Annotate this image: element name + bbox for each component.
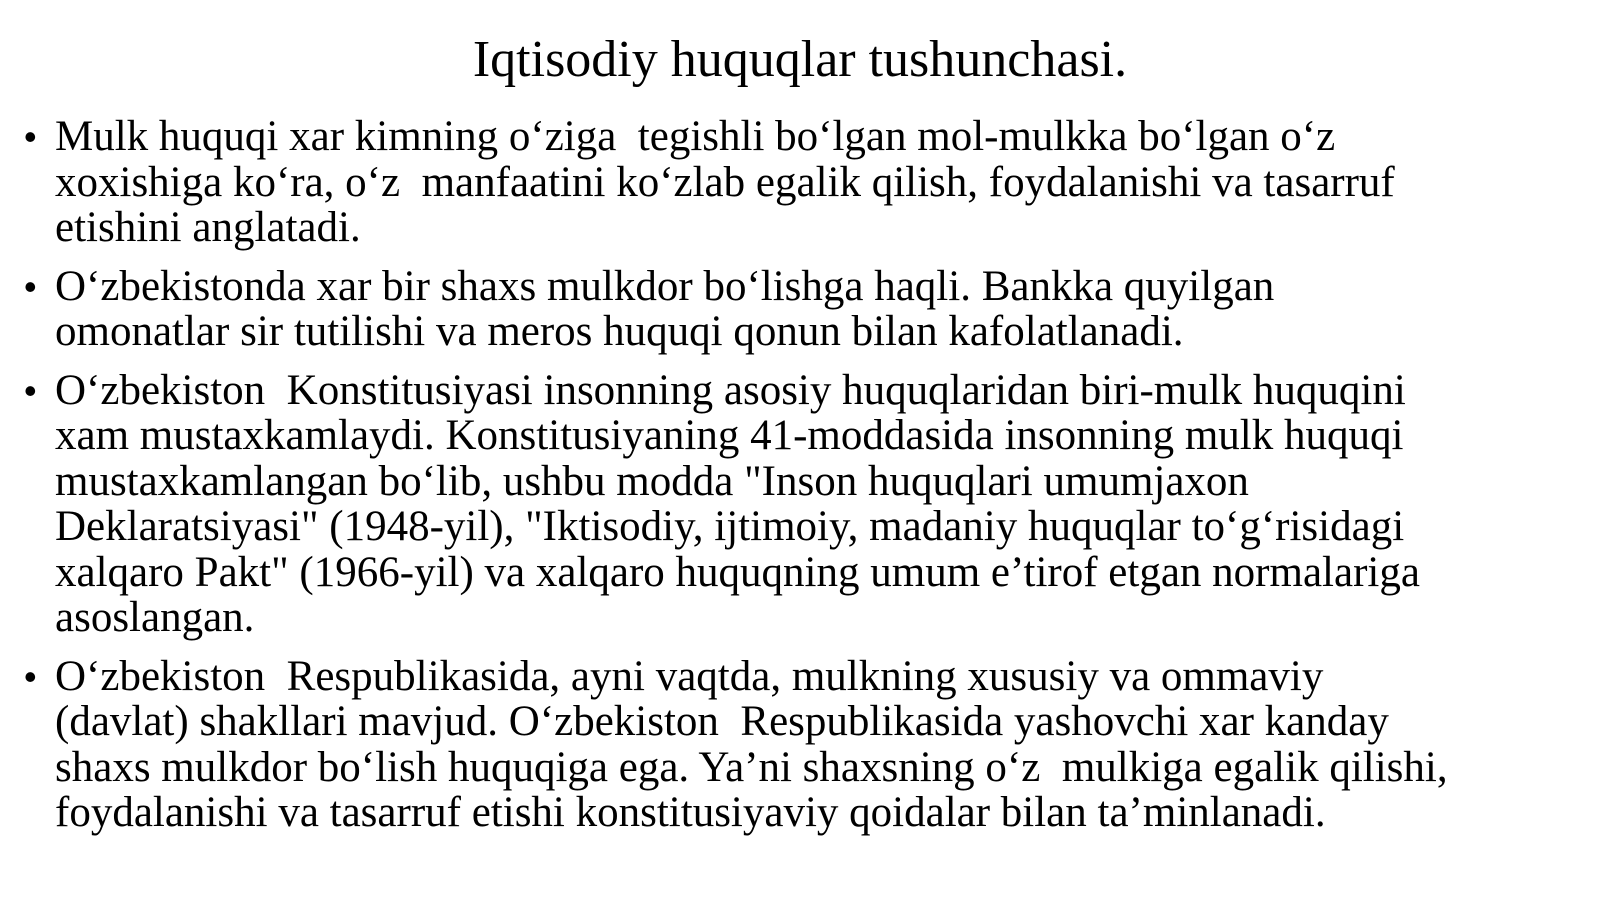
bullet-text — [55, 368, 1420, 641]
bullet-icon: • — [24, 655, 37, 697]
bullet-line: etishini anglatadi. — [55, 204, 361, 251]
bullet-line: (davlat) shakllari mavjud. O‘zbekiston Respublikasida yashovchi xar kanday — [55, 698, 1389, 745]
bullet-line: xalqaro Pakt" (1966-yil) va xalqaro huquqning umum e’tirof etgan normalariga — [55, 548, 1420, 596]
bullet-text — [55, 654, 1448, 836]
bullet-line: foydalanishi va tasarruf etishi konstitusiyaviy qoidalar bilan ta’minlanadi. — [55, 789, 1326, 836]
bullet-icon: • — [24, 265, 37, 307]
bullet-line: Mulk huquqi xar kimning o‘ziga tegishli bo‘lgan mol-mulkka bo‘lgan o‘z — [55, 113, 1336, 160]
bullet-line: O‘zbekistonda xar bir shaxs mulkdor bo‘lishga haqli. Bankka quyilgan — [55, 262, 1275, 310]
bullet-icon: • — [24, 369, 37, 411]
bullet-item-2 — [24, 264, 1584, 355]
bullet-item-1 — [24, 114, 1584, 251]
bullet-line: O‘zbekiston Konstitusiyasi insonning asosiy huquqlaridan biri-mulk huquqini — [55, 366, 1406, 414]
bullet-icon: • — [24, 116, 37, 157]
bullet-line: omonatlar sir tutilishi va meros huquqi qonun bilan kafolatlanadi. — [55, 308, 1184, 355]
bullet-list — [24, 114, 1584, 849]
bullet-text — [55, 264, 1274, 355]
bullet-line: xam mustaxkamlaydi. Konstitusiyaning 41-moddasida insonning mulk huquqi — [55, 412, 1404, 459]
bullet-line: mustaxkamlangan bo‘lib, ushbu modda "Inson huquqlari umumjaxon — [55, 457, 1249, 505]
bullet-line: O‘zbekiston Respublikasida, ayni vaqtda, mulkning xususiy va ommaviy — [55, 652, 1324, 700]
bullet-item-3 — [24, 368, 1584, 641]
slide-title: Iqtisodiy huquqlar tushunchasi. — [472, 31, 1128, 88]
bullet-line: shaxs mulkdor bo‘lish huquqiga ega. Ya’ni shaxsning o‘z mulkiga egalik qilishi, — [55, 743, 1448, 791]
bullet-line: xoxishiga ko‘ra, o‘z manfaatini ko‘zlab egalik qilish, foydalanishi va tasarruf — [55, 158, 1395, 206]
bullet-text — [55, 114, 1395, 251]
bullet-line: Deklaratsiyasi" (1948-yil), "Iktisodiy, ijtimoiy, madaniy huquqlar to‘g‘risidagi — [55, 503, 1405, 550]
bullet-line: asoslangan. — [55, 594, 255, 641]
bullet-item-4 — [24, 654, 1584, 836]
